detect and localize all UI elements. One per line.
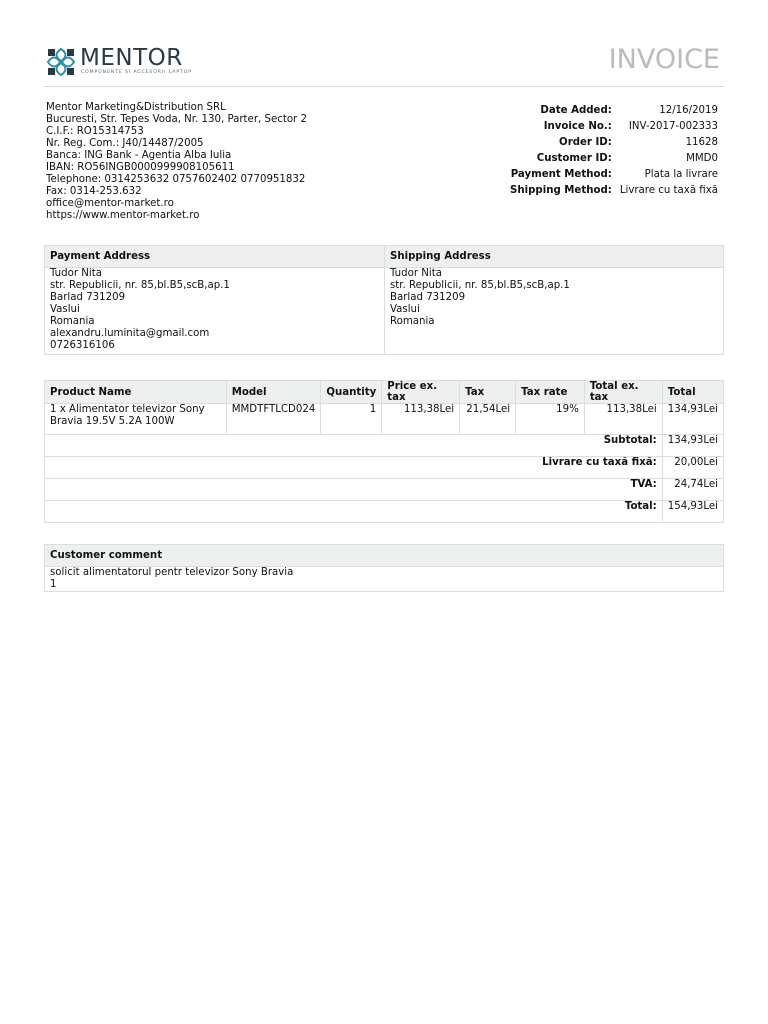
address-line: str. Republicii, nr. 85,bl.B5,scB,ap.1 — [50, 280, 230, 291]
products-table — [44, 380, 724, 523]
customer-comment-header: Customer comment — [45, 545, 724, 567]
company-logo — [46, 45, 192, 79]
tva-row — [45, 479, 724, 501]
comment-line: solicit alimentatorul pentr televizor Sony Bravia — [50, 567, 294, 578]
payment-address — [45, 268, 385, 355]
invoice-meta — [510, 104, 718, 200]
invoice-title: INVOICE — [608, 44, 720, 75]
address-line: Tudor Nita — [390, 268, 442, 279]
meta-value: Plata la livrare — [644, 169, 718, 180]
meta-label: Payment Method: — [510, 169, 612, 180]
product-name — [45, 404, 227, 435]
address-line: Vaslui — [390, 304, 420, 315]
col-total: Total — [662, 381, 723, 404]
table-row — [45, 404, 724, 435]
address-line: str. Republicii, nr. 85,bl.B5,scB,ap.1 — [390, 280, 570, 291]
meta-value: INV-2017-002333 — [628, 121, 718, 132]
address-line: Romania — [50, 316, 95, 327]
company-telephone: Telephone: 0314253632 0757602402 0770951832 — [46, 174, 306, 185]
shipping-value: 20,00Lei — [662, 457, 723, 479]
product-tax: 21,54Lei — [460, 404, 516, 435]
meta-label: Order ID: — [559, 137, 612, 148]
shipping-row — [45, 457, 724, 479]
logo-wordmark: MENTOR — [80, 45, 183, 71]
company-address: Bucuresti, Str. Tepes Voda, Nr. 130, Parter, Sector 2 — [46, 114, 307, 125]
products-header-row — [45, 381, 724, 404]
col-model: Model — [226, 381, 321, 404]
meta-row — [510, 152, 718, 168]
company-info — [46, 102, 307, 222]
payment-address-header: Payment Address — [45, 246, 385, 268]
company-fax: Fax: 0314-253.632 — [46, 186, 142, 197]
col-quantity: Quantity — [321, 381, 382, 404]
subtotal-label: Subtotal: — [45, 435, 663, 457]
product-quantity: 1 — [321, 404, 382, 435]
company-website-link[interactable]: https://www.mentor-market.ro — [46, 210, 200, 221]
product-name-line: Bravia 19.5V 5.2A 100W — [50, 416, 175, 427]
address-line: Tudor Nita — [50, 268, 102, 279]
subtotal-row — [45, 435, 724, 457]
meta-row — [510, 136, 718, 152]
customer-email: alexandru.luminita@gmail.com — [50, 328, 210, 339]
shipping-address — [385, 268, 724, 355]
total-label: Total: — [45, 501, 663, 523]
meta-value: Livrare cu taxă fixă — [619, 185, 718, 196]
meta-row — [510, 168, 718, 184]
customer-phone: 0726316106 — [50, 340, 115, 351]
col-tax: Tax — [460, 381, 516, 404]
product-total-ex-tax: 113,38Lei — [584, 404, 662, 435]
customer-comment-body — [45, 567, 724, 592]
address-table — [44, 245, 724, 355]
company-bank: Banca: ING Bank - Agentia Alba Iulia — [46, 150, 232, 161]
product-name-line: 1 x Alimentator televizor Sony — [50, 404, 205, 415]
col-total-ex-tax: Total ex. tax — [584, 381, 662, 404]
address-line: Romania — [390, 316, 435, 327]
meta-label: Date Added: — [540, 105, 612, 116]
product-tax-rate: 19% — [516, 404, 585, 435]
company-name: Mentor Marketing&Distribution SRL — [46, 102, 226, 113]
total-value: 154,93Lei — [662, 501, 723, 523]
meta-label: Shipping Method: — [510, 185, 612, 196]
logo-tagline: COMPONENTE SI ACCESORII LAPTOP — [81, 70, 192, 75]
company-cif: C.I.F.: RO15314753 — [46, 126, 144, 137]
product-total: 134,93Lei — [662, 404, 723, 435]
meta-label: Invoice No.: — [543, 121, 612, 132]
meta-row — [510, 184, 718, 200]
col-tax-rate: Tax rate — [516, 381, 585, 404]
comment-line: 1 — [50, 579, 57, 590]
subtotal-value: 134,93Lei — [662, 435, 723, 457]
col-price-ex-tax: Price ex. tax — [382, 381, 460, 404]
col-product-name: Product Name — [45, 381, 227, 404]
shipping-address-header: Shipping Address — [385, 246, 724, 268]
total-row — [45, 501, 724, 523]
tva-label: TVA: — [45, 479, 663, 501]
company-email-link[interactable]: office@mentor-market.ro — [46, 198, 174, 209]
company-reg: Nr. Reg. Com.: J40/14487/2005 — [46, 138, 204, 149]
mentor-logo-icon — [46, 47, 76, 77]
tva-value: 24,74Lei — [662, 479, 723, 501]
company-iban: IBAN: RO56INGB0000999908105611 — [46, 162, 235, 173]
meta-value: MMD0 — [686, 153, 718, 164]
meta-value: 11628 — [685, 137, 718, 148]
product-price-ex-tax: 113,38Lei — [382, 404, 460, 435]
meta-row — [510, 104, 718, 120]
shipping-label: Livrare cu taxă fixă: — [45, 457, 663, 479]
meta-value: 12/16/2019 — [659, 105, 718, 116]
invoice-header — [44, 40, 724, 87]
customer-comment-table — [44, 544, 724, 592]
address-line: Vaslui — [50, 304, 80, 315]
product-model: MMDTFTLCD024 — [226, 404, 321, 435]
address-line: Barlad 731209 — [50, 292, 126, 303]
meta-label: Customer ID: — [536, 153, 612, 164]
meta-row — [510, 120, 718, 136]
address-line: Barlad 731209 — [390, 292, 466, 303]
